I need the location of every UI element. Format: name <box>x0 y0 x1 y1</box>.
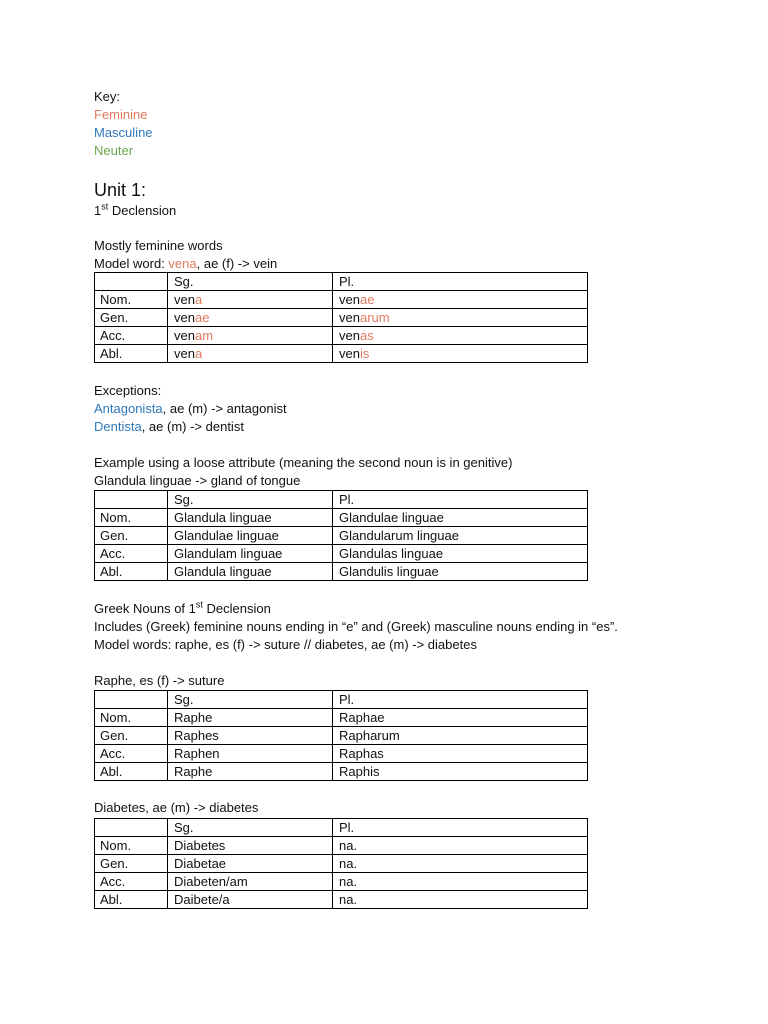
key-feminine: Feminine <box>94 107 148 122</box>
exception-word: Antagonista <box>94 401 163 416</box>
plural-cell <box>333 327 588 345</box>
table-row <box>95 545 588 563</box>
exception-word: Dentista <box>94 419 142 434</box>
diabetes-declension-table <box>94 818 588 909</box>
table-row <box>95 291 588 309</box>
declension-number: 1 <box>94 203 102 218</box>
exception-rest: , ae (m) -> dentist <box>141 419 244 434</box>
singular-cell: Daibete/a <box>168 891 333 909</box>
declension-superscript: st <box>101 201 109 212</box>
header-cell <box>95 273 168 291</box>
singular-cell <box>168 327 333 345</box>
singular-cell <box>168 291 333 309</box>
plural-cell: Raphas <box>333 745 588 763</box>
table-row <box>95 527 588 545</box>
plural-cell: Glandularum linguae <box>333 527 588 545</box>
case-cell: Acc. <box>95 327 168 345</box>
unit-heading <box>94 178 176 220</box>
header-cell: Sg. <box>168 691 333 709</box>
table-row <box>95 763 588 781</box>
plural-cell <box>333 309 588 327</box>
singular-cell: Raphes <box>168 727 333 745</box>
exceptions-label: Exceptions: <box>94 383 162 398</box>
declension-title <box>94 202 176 220</box>
header-cell: Pl. <box>333 273 588 291</box>
exception-item <box>94 418 287 436</box>
header-cell: Pl. <box>333 491 588 509</box>
header-cell <box>95 691 168 709</box>
plural-cell: Rapharum <box>333 727 588 745</box>
greek-nouns-models: Model words: raphe, es (f) -> suture // diabetes, ae (m) -> diabetes <box>94 637 477 652</box>
exceptions-block <box>94 382 287 436</box>
section2-model: Glandula linguae -> gland of tongue <box>94 473 301 488</box>
key-masculine: Masculine <box>94 125 153 140</box>
plural-cell: Raphis <box>333 763 588 781</box>
section1-intro-text: Mostly feminine words <box>94 238 223 253</box>
singular-cell <box>168 309 333 327</box>
ending: as <box>359 328 374 343</box>
declension-text: Declension <box>108 203 177 218</box>
case-cell: Abl. <box>95 345 168 363</box>
section1-intro <box>94 237 277 273</box>
case-cell: Nom. <box>95 291 168 309</box>
stem: ven <box>339 310 360 325</box>
plural-cell: Raphae <box>333 709 588 727</box>
singular-cell: Glandulam linguae <box>168 545 333 563</box>
key-legend <box>94 88 153 160</box>
greek-nouns-includes: Includes (Greek) feminine nouns ending in “e” and (Greek) masculine nouns ending in “es”. <box>94 619 618 634</box>
case-cell: Abl. <box>95 763 168 781</box>
table-row <box>95 837 588 855</box>
ending: ae <box>359 292 375 307</box>
title-superscript: st <box>195 599 203 610</box>
section5-title-block <box>94 799 258 817</box>
case-cell: Gen. <box>95 309 168 327</box>
header-cell: Pl. <box>333 819 588 837</box>
raphe-title: Raphe, es (f) -> suture <box>94 673 225 688</box>
plural-cell <box>333 291 588 309</box>
key-neuter: Neuter <box>94 143 134 158</box>
stem: ven <box>174 328 195 343</box>
singular-cell <box>168 345 333 363</box>
singular-cell: Raphe <box>168 709 333 727</box>
header-cell: Sg. <box>168 819 333 837</box>
singular-cell: Glandula linguae <box>168 509 333 527</box>
table-header-row <box>95 691 588 709</box>
plural-cell: na. <box>333 837 588 855</box>
stem: ven <box>174 310 195 325</box>
table-row <box>95 327 588 345</box>
unit-title: Unit 1: <box>94 180 147 200</box>
table-header-row <box>95 273 588 291</box>
singular-cell: Raphen <box>168 745 333 763</box>
header-cell: Sg. <box>168 273 333 291</box>
header-cell <box>95 819 168 837</box>
table-row <box>95 509 588 527</box>
stem: ven <box>339 292 360 307</box>
table-row <box>95 309 588 327</box>
stem: ven <box>174 292 195 307</box>
table-header-row <box>95 819 588 837</box>
plural-cell: Glandulae linguae <box>333 509 588 527</box>
singular-cell: Glandula linguae <box>168 563 333 581</box>
section2-intro <box>94 454 512 490</box>
section2-intro-text: Example using a loose attribute (meaning the second noun is in genitive) <box>94 455 513 470</box>
singular-cell: Diabetes <box>168 837 333 855</box>
model-suffix: , ae (f) -> vein <box>196 256 278 271</box>
plural-cell: na. <box>333 855 588 873</box>
plural-cell: na. <box>333 873 588 891</box>
title-prefix: Greek Nouns of 1 <box>94 601 196 616</box>
case-cell: Abl. <box>95 891 168 909</box>
table-row <box>95 873 588 891</box>
singular-cell: Raphe <box>168 763 333 781</box>
table-row <box>95 891 588 909</box>
case-cell: Gen. <box>95 855 168 873</box>
diabetes-title: Diabetes, ae (m) -> diabetes <box>94 800 259 815</box>
table-row <box>95 727 588 745</box>
header-cell: Pl. <box>333 691 588 709</box>
plural-cell: Glandulas linguae <box>333 545 588 563</box>
section3-block <box>94 600 618 654</box>
model-prefix: Model word: <box>94 256 169 271</box>
case-cell: Gen. <box>95 527 168 545</box>
plural-cell: Glandulis linguae <box>333 563 588 581</box>
table-row <box>95 709 588 727</box>
case-cell: Nom. <box>95 709 168 727</box>
table-row <box>95 855 588 873</box>
ending: arum <box>359 310 390 325</box>
vena-declension-table <box>94 272 588 363</box>
singular-cell: Diabetae <box>168 855 333 873</box>
case-cell: Nom. <box>95 509 168 527</box>
case-cell: Acc. <box>95 873 168 891</box>
ending: is <box>359 346 370 361</box>
table-header-row <box>95 491 588 509</box>
table-row <box>95 745 588 763</box>
plural-cell: na. <box>333 891 588 909</box>
exception-rest: , ae (m) -> antagonist <box>162 401 287 416</box>
raphe-declension-table <box>94 690 588 781</box>
stem: ven <box>174 346 195 361</box>
singular-cell: Glandulae linguae <box>168 527 333 545</box>
stem: ven <box>339 328 360 343</box>
greek-nouns-title <box>94 600 618 618</box>
title-suffix: Declension <box>202 601 271 616</box>
header-cell: Sg. <box>168 491 333 509</box>
singular-cell: Diabeten/am <box>168 873 333 891</box>
plural-cell <box>333 345 588 363</box>
table-row <box>95 345 588 363</box>
stem: ven <box>339 346 360 361</box>
case-cell: Acc. <box>95 545 168 563</box>
header-cell <box>95 491 168 509</box>
section4-title-block <box>94 672 224 690</box>
table-row <box>95 563 588 581</box>
exception-item <box>94 400 287 418</box>
case-cell: Gen. <box>95 727 168 745</box>
ending: ae <box>194 310 210 325</box>
section1-model <box>94 255 277 273</box>
key-label: Key: <box>94 89 121 104</box>
ending: a <box>194 292 203 307</box>
ending: am <box>194 328 214 343</box>
case-cell: Acc. <box>95 745 168 763</box>
glandula-declension-table <box>94 490 588 581</box>
model-word: vena <box>168 256 197 271</box>
ending: a <box>194 346 203 361</box>
case-cell: Abl. <box>95 563 168 581</box>
case-cell: Nom. <box>95 837 168 855</box>
